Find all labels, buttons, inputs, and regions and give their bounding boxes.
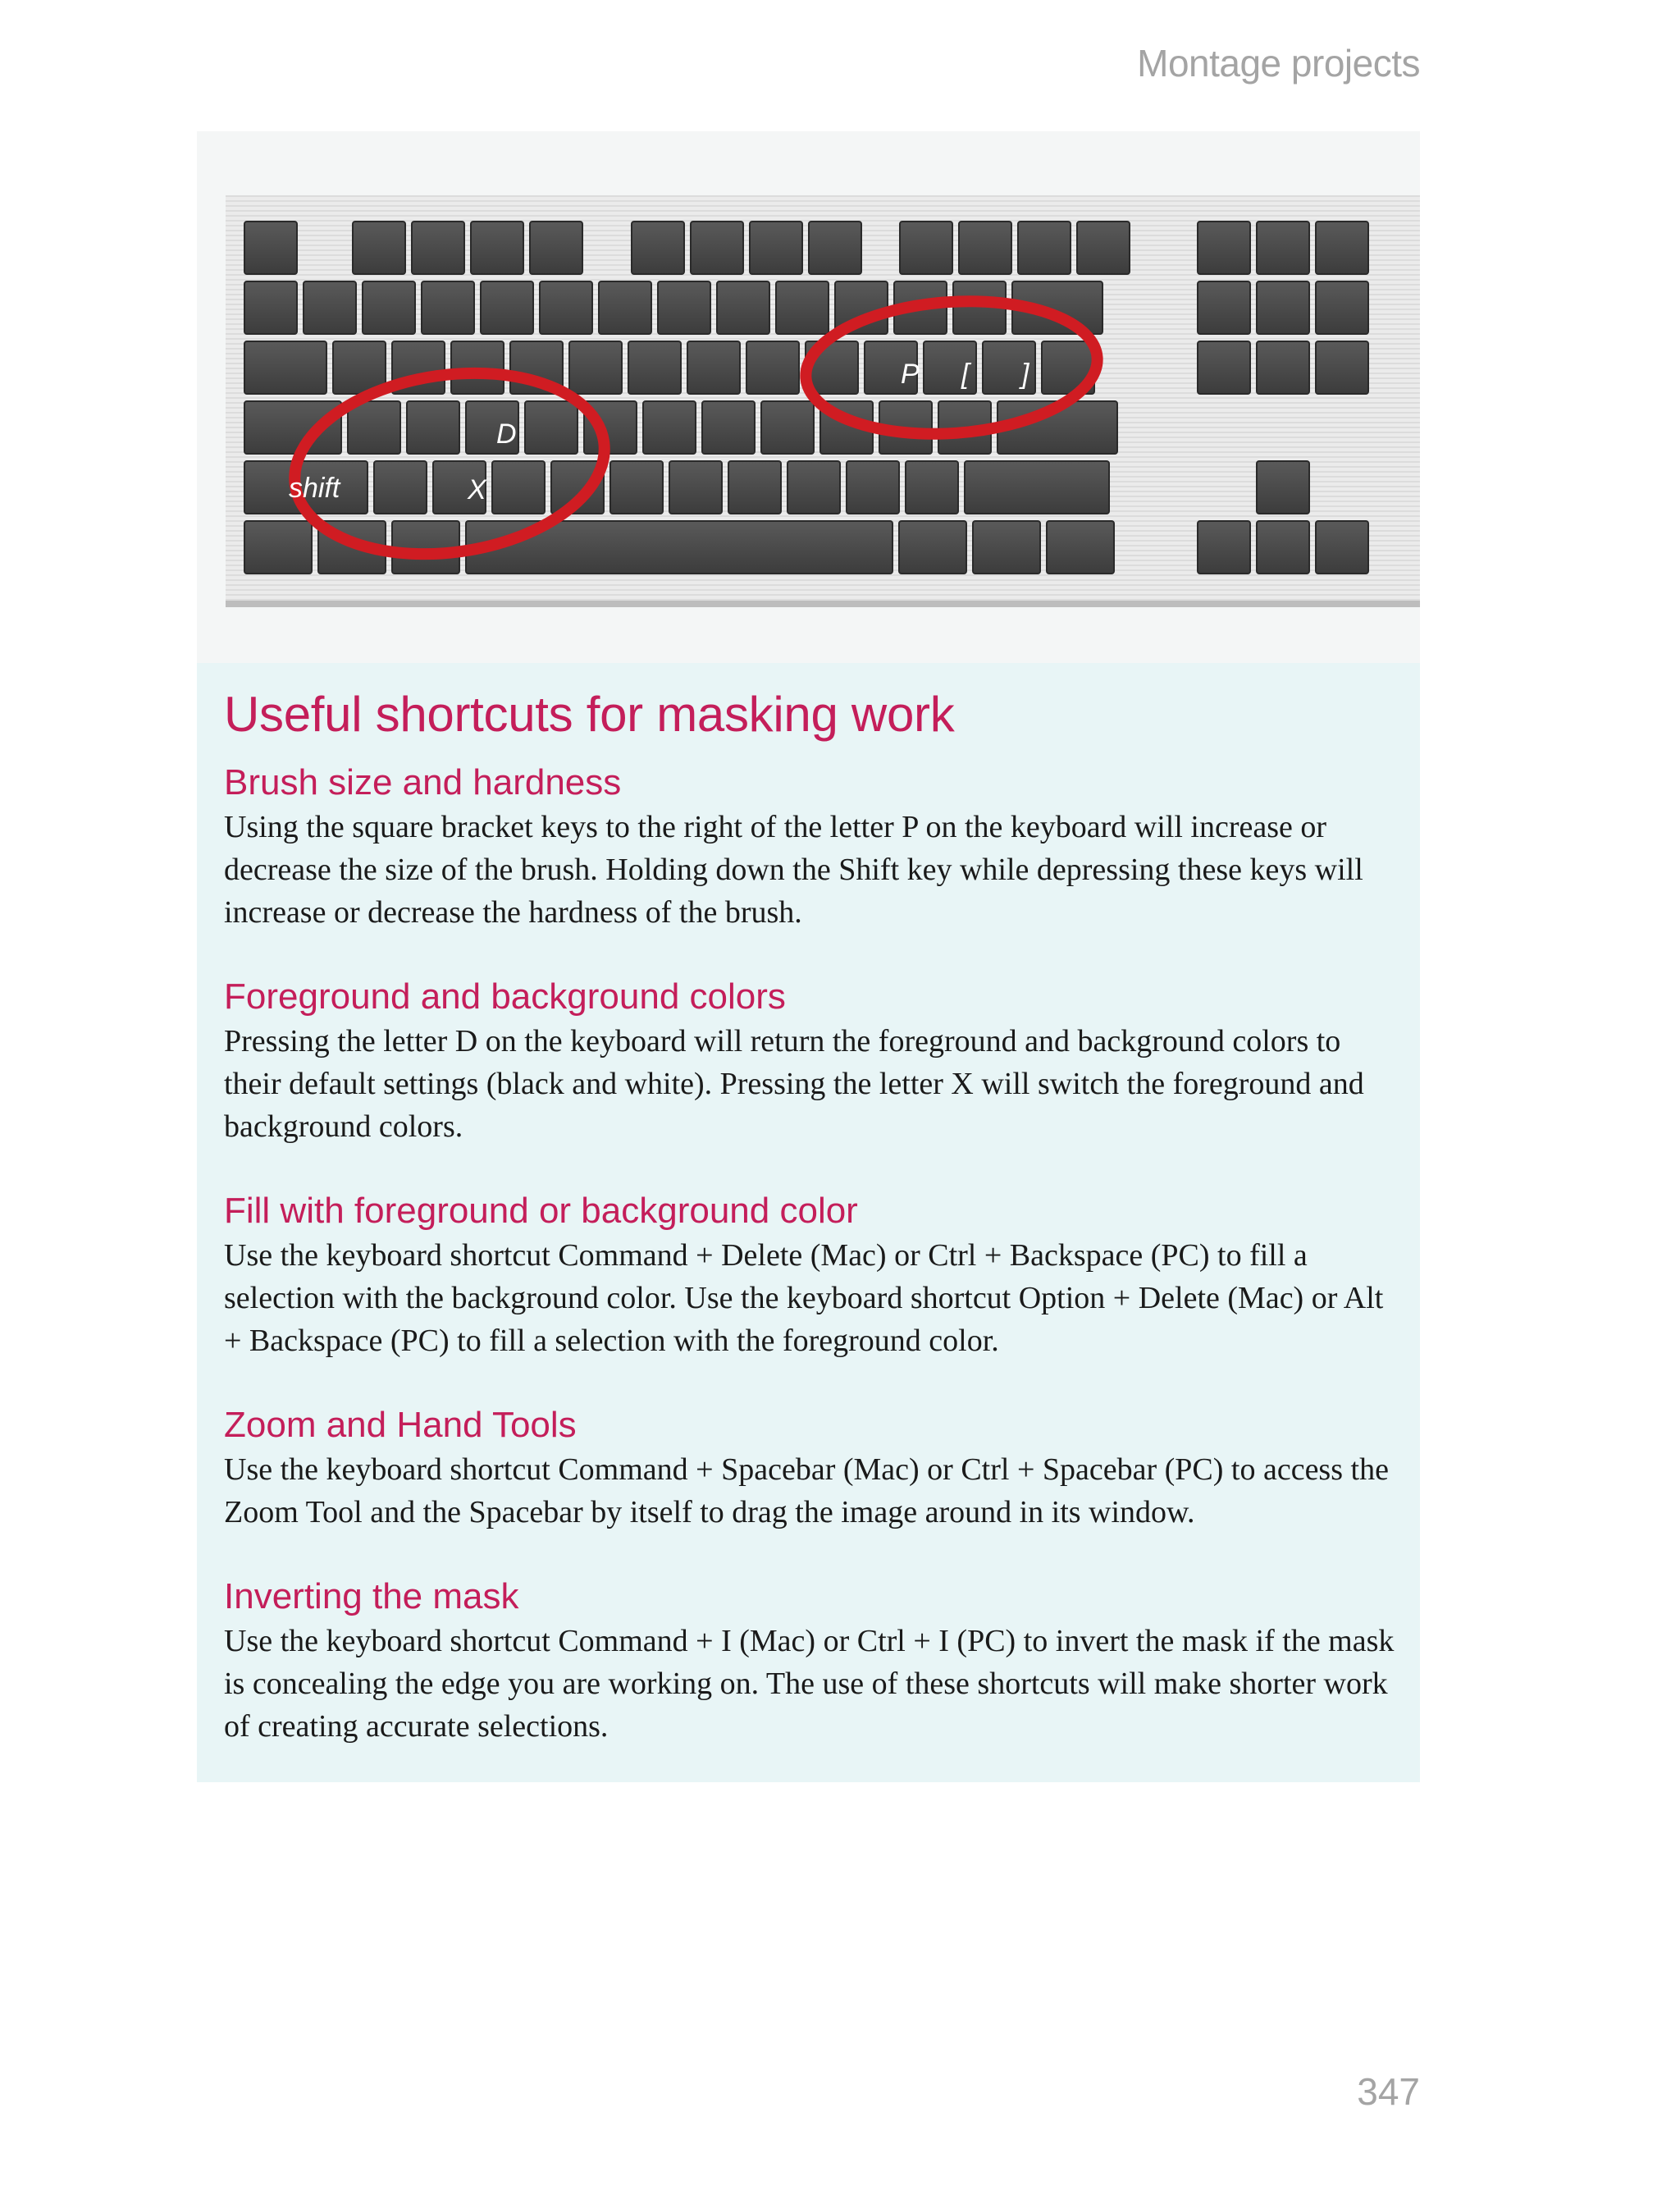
keyboard-key xyxy=(244,281,297,334)
keyboard-key xyxy=(1198,341,1250,394)
running-head: Montage projects xyxy=(1137,42,1420,85)
keyboard-key xyxy=(965,461,1109,514)
section-body: Use the keyboard shortcut Command + Delete (Mac) or Ctrl + Backspace (PC) to fill a selection with the background color. Use the keyboard shortcut Option + Delete (Mac) or Alt + Backspace (PC) to fill a selection with the foreground color. xyxy=(224,1238,1384,1358)
keyboard-key xyxy=(1077,222,1130,274)
keyboard-key xyxy=(702,401,755,454)
keyboard-key xyxy=(244,341,326,394)
section-body: Use the keyboard shortcut Command + I (Mac) or Ctrl + I (PC) to invert the mask if the mask is concealing the edge you are working on. The use of these shortcuts will make shorter work of creating accurate selections. xyxy=(224,1624,1395,1744)
keyboard-svg xyxy=(197,131,1420,665)
keyboard-key xyxy=(1257,461,1309,514)
keyboard-key xyxy=(746,341,799,394)
keyboard-key xyxy=(959,222,1011,274)
keyboard-key xyxy=(244,521,312,574)
keyboard-key xyxy=(540,281,592,334)
section-body: Use the keyboard shortcut Command + Spacebar (Mac) or Ctrl + Spacebar (PC) to access the Zoom Tool and the Spacebar by itself to drag the image around in its window. xyxy=(224,1452,1389,1529)
section-brush-size xyxy=(224,761,1405,934)
keyboard-key xyxy=(1257,281,1309,334)
keyboard-key xyxy=(658,281,710,334)
keyboard-key xyxy=(1198,281,1250,334)
section-foreground-background xyxy=(224,976,1405,1148)
keyboard-key xyxy=(1316,222,1368,274)
keyboard-key xyxy=(899,521,966,574)
keyboard-key xyxy=(628,341,681,394)
keyboard-key xyxy=(643,401,696,454)
keyboard-key xyxy=(632,222,684,274)
keyboard-key xyxy=(750,222,802,274)
keyboard-illustration xyxy=(197,131,1420,665)
key-d-label: D xyxy=(496,418,517,450)
section-body: Using the square bracket keys to the right of the letter P on the keyboard will increase or decrease the size of the brush. Holding down the Shift key while depressing these keys will increase or decrease the hardness of the brush. xyxy=(224,810,1363,930)
keyboard-key xyxy=(481,281,533,334)
keyboard-key xyxy=(244,222,297,274)
keyboard-key xyxy=(847,461,899,514)
keyboard-key xyxy=(1198,521,1250,574)
keyboard-key xyxy=(1257,222,1309,274)
keyboard-key xyxy=(407,401,459,454)
keyboard-key xyxy=(610,461,663,514)
section-heading: Inverting the mask xyxy=(224,1576,519,1616)
keyboard-key xyxy=(412,222,464,274)
keyboard-key xyxy=(1018,222,1071,274)
key-shift-label: shift xyxy=(289,473,340,504)
keyboard-key xyxy=(348,401,400,454)
key-rbracket-label: ] xyxy=(1021,359,1029,390)
keyboard-key xyxy=(353,222,405,274)
keyboard-key xyxy=(492,461,545,514)
keyboard-key xyxy=(1257,521,1309,574)
keyboard-key xyxy=(809,222,861,274)
keyboard-key xyxy=(422,281,474,334)
key-p-label: P xyxy=(901,359,920,390)
keyboard-key xyxy=(788,461,840,514)
section-inverting-mask xyxy=(224,1575,1405,1748)
key-x-label: X xyxy=(468,474,486,505)
keyboard-key xyxy=(776,281,829,334)
keyboard-key xyxy=(525,401,578,454)
keyboard-key xyxy=(530,222,582,274)
keyboard-key xyxy=(906,461,958,514)
section-body: Pressing the letter D on the keyboard will return the foreground and background colors to their default settings (black and white). Pressing the letter X will switch the foreground and background colors. xyxy=(224,1024,1364,1144)
section-zoom-hand xyxy=(224,1404,1405,1534)
keyboard-key xyxy=(973,521,1040,574)
section-fill-color xyxy=(224,1190,1405,1362)
keyboard-key xyxy=(761,401,814,454)
keyboard-key xyxy=(687,341,740,394)
section-heading: Zoom and Hand Tools xyxy=(224,1405,577,1445)
keyboard-key xyxy=(304,281,356,334)
keyboard-key xyxy=(1316,341,1368,394)
keyboard-key xyxy=(374,461,427,514)
section-heading: Fill with foreground or background color xyxy=(224,1191,858,1231)
keyboard-key xyxy=(1047,521,1114,574)
keyboard-key xyxy=(1316,521,1368,574)
keyboard-key xyxy=(900,222,952,274)
keyboard-key xyxy=(728,461,781,514)
page-number: 347 xyxy=(1357,2070,1420,2113)
keyboard-key xyxy=(1198,222,1250,274)
keyboard-key xyxy=(599,281,651,334)
section-heading: Brush size and hardness xyxy=(224,762,622,802)
keyboard-key xyxy=(471,222,523,274)
keyboard-key xyxy=(363,281,415,334)
keyboard-key xyxy=(717,281,769,334)
section-heading: Foreground and background colors xyxy=(224,976,786,1017)
keyboard-key xyxy=(669,461,722,514)
keyboard-key xyxy=(1257,341,1309,394)
box-title: Useful shortcuts for masking work xyxy=(224,687,955,742)
keyboard-key xyxy=(569,341,622,394)
keyboard-key xyxy=(691,222,743,274)
keyboard-key xyxy=(1316,281,1368,334)
key-lbracket-label: [ xyxy=(961,359,970,390)
